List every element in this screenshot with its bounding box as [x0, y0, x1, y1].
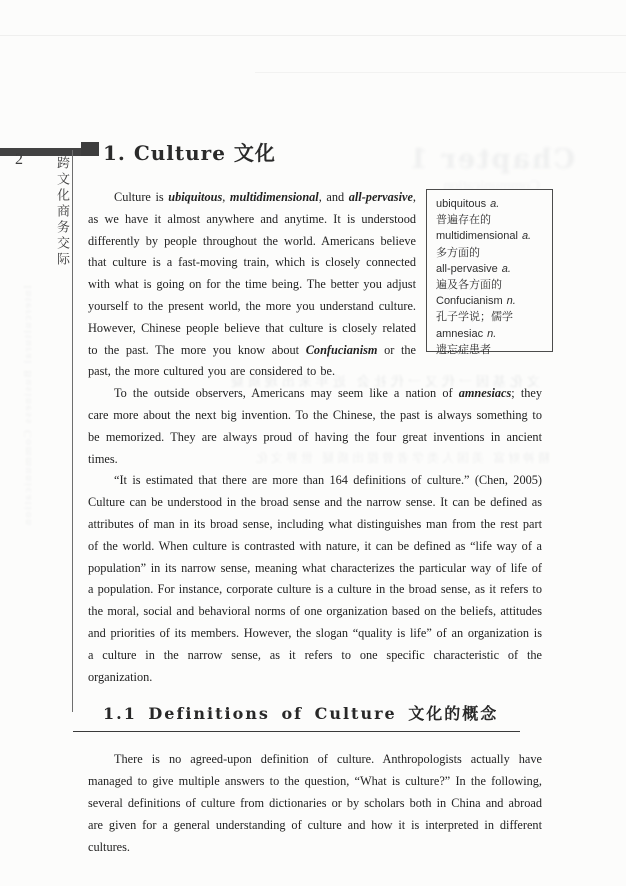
paragraph-culture-intro: Culture is ubiquitous, multidimensional, and all-pervasive, as we have it almost anywhere and anytime. It is understood differently by people throughout the world. Americans believe that culture is a fast-moving train, which is closely connected with what is going on for the time being. The better you adjust yourself to the present world, the more you understand culture. However, Chinese people believe that culture is closely related to the past. The more you know about Confucianism or the past, the more cultured you are considered to be.: [88, 190, 416, 379]
paragraph-no-agreed-definition: There is no agreed-upon definition of culture. Anthropologists actually have managed to give multiple answers to the question, “What is culture?” In the following, several definitions of culture from dictionaries or by scholars both in China and abroad are given for a general understanding of culture and how it is interpreted in different cultures.: [88, 752, 542, 854]
vocab-word: all-pervasive: [436, 262, 498, 275]
vocab-pos: a.: [521, 230, 532, 243]
vocab-translation: 普遍存在的: [436, 214, 491, 227]
vocab-entry: [436, 326, 548, 358]
vocab-word: multidimensional: [436, 230, 518, 243]
vocab-pos: a.: [501, 262, 511, 275]
bleed-through-spine-text: Intercultural Business Communication: [22, 285, 34, 527]
scan-artifact-line: [255, 72, 626, 73]
vocab-entry: [436, 196, 548, 228]
page-number: 2: [15, 151, 23, 168]
vocab-translation: 孔子学说；儒学: [436, 311, 513, 324]
paragraph-definitions-count: “It is estimated that there are more than 164 definitions of culture.” (Chen, 2005) Culture can be understood in the broad sense and the narrow sense. It can be defined as attributes of man in its broad sense, including what distinguishes man from the rest part of the world. When culture is contrasted with nature, it can be defined as “life way of a population” in its narrow sense, meaning what characterizes the particular way of life of a population. For instance, corporate culture is a culture in the broad sense, as it refers to the moral, social and behavioral norms of one organization based on the beliefs, attitudes and priorities of its members. However, the slogan “quality is life” of an organization is a culture in the narrow sense, as it refers to one specific characteristic of the organization.: [88, 473, 542, 684]
bleed-through-chapter-text: Chapter 1: [407, 144, 575, 175]
section-heading-1-1: 1.1 Definitions of Culture 文化的概念: [73, 701, 520, 732]
vocabulary-gloss-box: [426, 189, 553, 356]
vocab-word: ubiquitous: [436, 198, 487, 210]
vocab-word: amnesiac: [436, 327, 484, 340]
vocab-entry: [436, 293, 548, 325]
margin-vertical-rule: [72, 150, 73, 712]
vocab-translation: 多方面的: [436, 246, 480, 259]
paragraph-amnesiacs: To the outside observers, Americans may seem like a nation of amnesiacs; they care more about the next big invention. To the Chinese, the past is always something to be memorized. They are always proud of having the four great inventions in ancient times.: [88, 386, 542, 466]
bleed-through-subtitle-text: Communication: [443, 178, 540, 194]
vocab-entry: [436, 228, 548, 260]
spine-title-vertical: 跨文化商务交际: [55, 156, 70, 268]
scan-artifact-line: [0, 35, 626, 36]
vocab-pos: a.: [490, 198, 500, 210]
vocab-word: Confucianism: [436, 295, 503, 308]
chapter-rule-bar-nub: [81, 142, 99, 156]
chapter-heading: 1. Culture 文化: [103, 141, 276, 165]
vocab-translation: 遗忘症患者: [436, 343, 491, 356]
vocab-pos: n.: [487, 327, 497, 340]
vocab-translation: 遍及各方面的: [436, 279, 502, 292]
bleed-through-chinese-line: 文化基因一代又一代社会 近年来出现质疑: [226, 374, 540, 389]
vocab-pos: n.: [506, 295, 516, 308]
vocab-entry: [436, 261, 548, 293]
main-text-column: [88, 187, 542, 858]
bleed-through-chinese-line: 精神财富 美国人类学者曾提出质疑 世界文化: [252, 451, 550, 465]
